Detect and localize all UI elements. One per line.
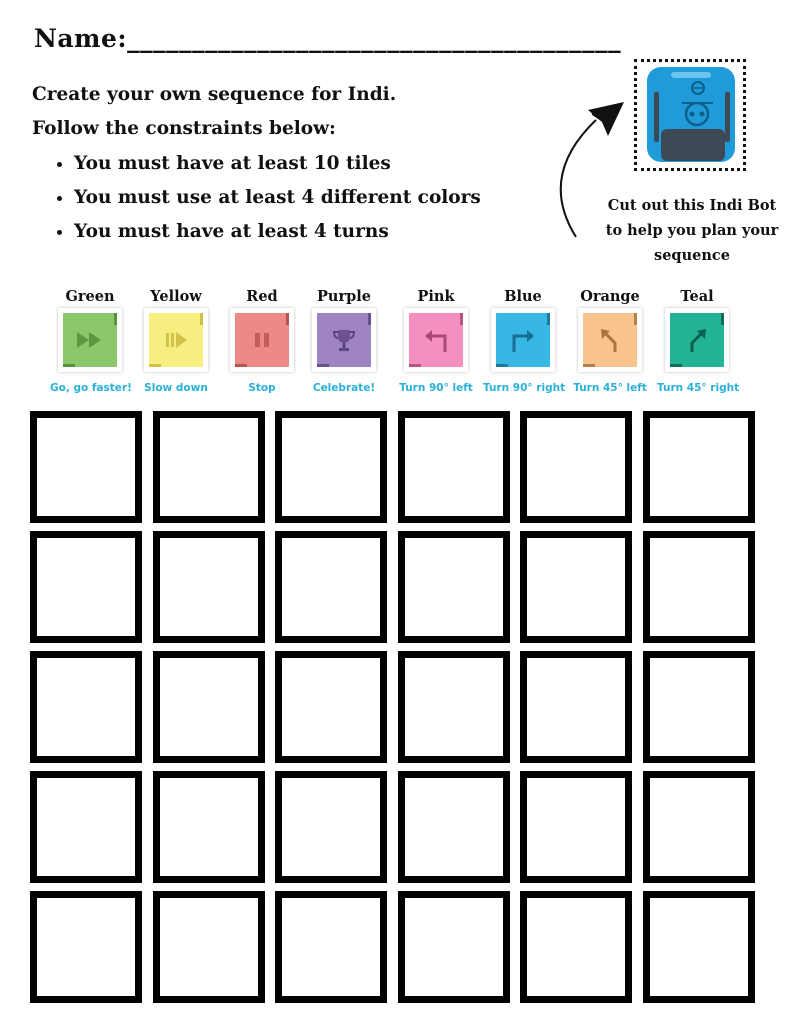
sequence-tile-slot [30, 771, 142, 883]
slow-play-icon [163, 330, 189, 350]
sequence-tile-slot [275, 531, 387, 643]
legend-caption: Stop [248, 382, 276, 394]
legend-yellow [136, 288, 216, 394]
sequence-tile-slot [275, 771, 387, 883]
legend-teal [657, 288, 740, 394]
sequence-tile-slot [30, 531, 142, 643]
color-tile [491, 308, 555, 372]
sequence-tile-slot [398, 531, 510, 643]
sequence-grid [30, 411, 760, 1003]
legend-caption: Celebrate! [312, 382, 376, 394]
sequence-tile-slot [275, 891, 387, 1003]
color-tile [578, 308, 642, 372]
turn-left-90-icon [421, 325, 451, 355]
bot-wheels [661, 129, 725, 161]
instruction-line-2: Follow the constraints below: [32, 118, 336, 139]
legend-color-name: Yellow [150, 288, 202, 305]
legend-caption: Turn 45° right [657, 382, 740, 394]
legend-blue [483, 288, 566, 394]
legend-color-name: Purple [317, 288, 371, 305]
sequence-tile-slot [643, 651, 755, 763]
note-line: sequence [654, 247, 730, 264]
sequence-tile-slot [643, 531, 755, 643]
legend-red [222, 288, 302, 394]
sequence-tile-slot [643, 411, 755, 523]
legend-color-name: Blue [504, 288, 542, 305]
instruction-line-1: Create your own sequence for Indi. [32, 84, 397, 105]
sequence-tile-slot [30, 411, 142, 523]
name-field: Name:______________________________________ [34, 24, 622, 53]
sequence-tile-slot [643, 891, 755, 1003]
sequence-tile-slot [153, 891, 265, 1003]
constraint-list [52, 150, 481, 252]
note-line: to help you plan your [605, 222, 779, 239]
legend-orange [570, 288, 650, 394]
turn-left-45-icon [595, 325, 625, 355]
legend-color-name: Green [65, 288, 115, 305]
bot-instruction-note [604, 193, 780, 268]
color-tile [230, 308, 294, 372]
constraint-item: • You must use at least 4 different colors [74, 184, 481, 218]
sequence-tile-slot [520, 891, 632, 1003]
constraint-item: • You must have at least 4 turns [74, 218, 481, 252]
legend-color-name: Red [246, 288, 278, 305]
sequence-tile-slot [643, 771, 755, 883]
legend-caption: Turn 45° left [573, 382, 647, 394]
sequence-tile-slot [153, 651, 265, 763]
turn-right-45-icon [682, 325, 712, 355]
sequence-tile-slot [153, 411, 265, 523]
fast-forward-icon [75, 330, 105, 350]
sequence-tile-slot [398, 651, 510, 763]
legend-green [50, 288, 130, 394]
color-tile [404, 308, 468, 372]
turn-right-90-icon [508, 325, 538, 355]
color-tile [665, 308, 729, 372]
sequence-tile-slot [520, 531, 632, 643]
pause-icon [252, 330, 272, 350]
color-tile [144, 308, 208, 372]
sequence-tile-slot [398, 411, 510, 523]
sequence-tile-slot [30, 651, 142, 763]
sequence-tile-slot [398, 891, 510, 1003]
indi-bot-cutout [634, 59, 746, 171]
sequence-tile-slot [398, 771, 510, 883]
trophy-icon [330, 326, 358, 354]
sequence-tile-slot [275, 411, 387, 523]
sequence-tile-slot [275, 651, 387, 763]
legend-caption: Turn 90° left [399, 382, 473, 394]
legend-color-name: Teal [680, 288, 714, 305]
note-line: Cut out this Indi Bot [607, 197, 777, 214]
legend-color-name: Orange [580, 288, 640, 305]
legend-pink [396, 288, 476, 394]
color-tile [312, 308, 376, 372]
legend-caption: Slow down [144, 382, 208, 394]
sequence-tile-slot [153, 771, 265, 883]
sequence-tile-slot [153, 531, 265, 643]
color-tile [58, 308, 122, 372]
indi-bot-icon [637, 62, 743, 168]
sequence-tile-slot [520, 651, 632, 763]
legend-caption: Go, go faster! [50, 382, 132, 394]
sequence-tile-slot [520, 771, 632, 883]
sequence-tile-slot [520, 411, 632, 523]
legend-color-name: Pink [417, 288, 455, 305]
constraint-item: • You must have at least 10 tiles [74, 150, 481, 184]
legend-caption: Turn 90° right [483, 382, 566, 394]
sequence-tile-slot [30, 891, 142, 1003]
legend-purple [304, 288, 384, 394]
